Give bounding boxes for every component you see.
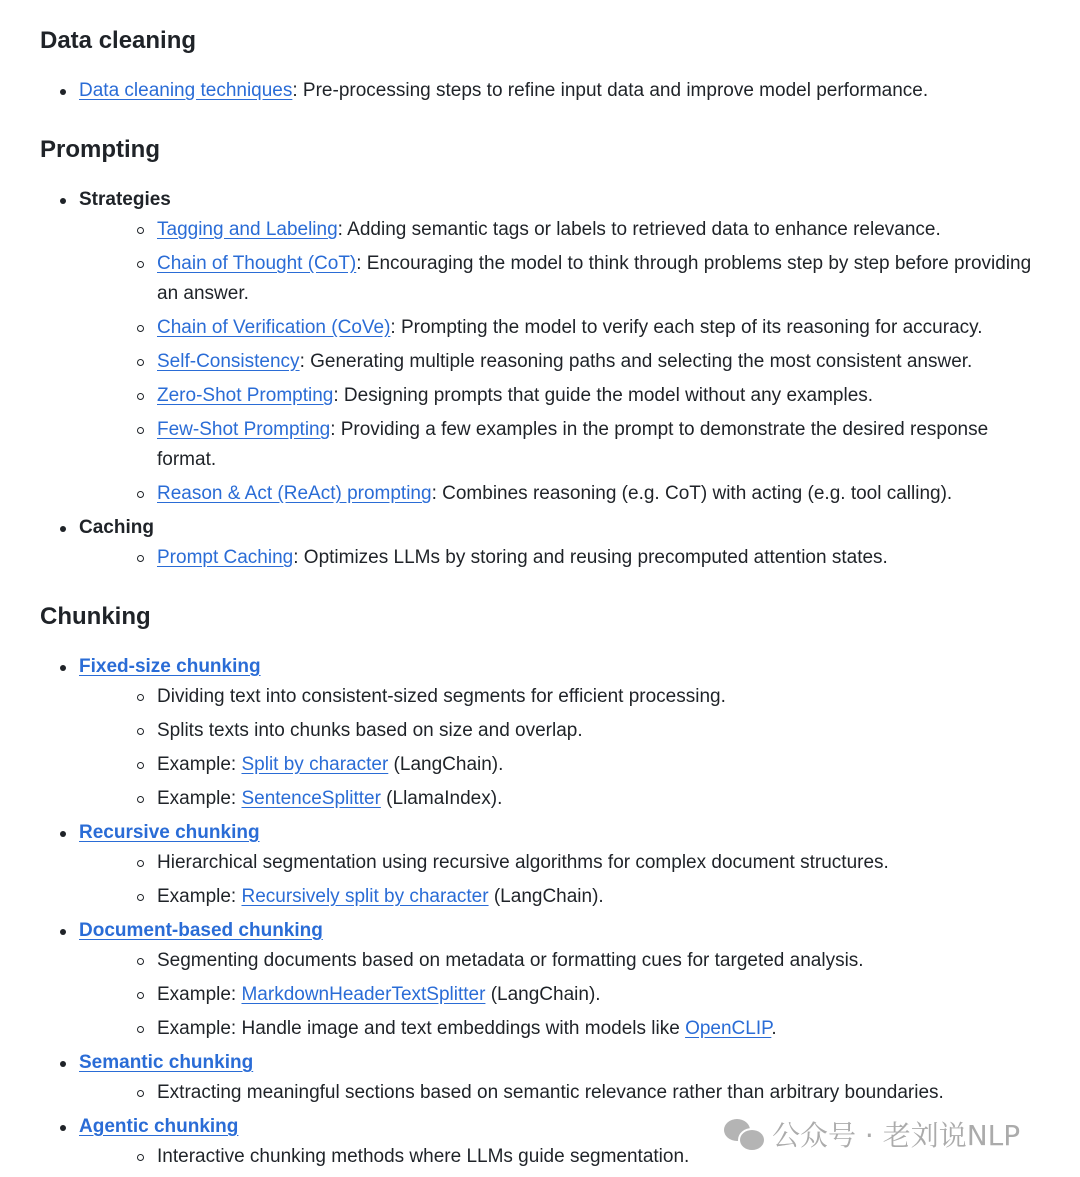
sub-list: [118, 682, 1045, 814]
link-semantic-chunking[interactable]: Semantic chunking: [79, 1052, 254, 1073]
sub-list-item: [79, 313, 1045, 343]
link-agentic-chunking[interactable]: Agentic chunking: [79, 1116, 239, 1137]
list-item: [40, 1048, 1045, 1108]
sub-list-item: [79, 750, 1045, 780]
sub-list-item: [79, 848, 1045, 878]
list-item: [40, 76, 1045, 106]
link-recursive-chunking[interactable]: Recursive chunking: [79, 822, 260, 843]
link-openclip[interactable]: OpenCLIP: [685, 1018, 772, 1039]
link-zero-shot-prompting[interactable]: Zero-Shot Prompting: [157, 385, 334, 406]
section-list: [40, 185, 1045, 573]
item-text: : Prompting the model to verify each step of its reasoning for accuracy.: [390, 317, 983, 338]
item-text: Example:: [157, 788, 242, 809]
item-text: : Combines reasoning (e.g. CoT) with acting (e.g. tool calling).: [431, 483, 953, 504]
sub-list-item: [79, 381, 1045, 411]
link-chain-of-verification-cove[interactable]: Chain of Verification (CoVe): [157, 317, 391, 338]
item-heading: Caching: [79, 517, 154, 538]
section-list: [40, 76, 1045, 106]
sub-list-item: [79, 1078, 1045, 1108]
item-text: (LangChain).: [485, 984, 601, 1005]
sub-list-item: [79, 1014, 1045, 1044]
wechat-icon: [724, 1117, 764, 1151]
link-recursively-split-by-character[interactable]: Recursively split by character: [241, 886, 489, 907]
item-text: Dividing text into consistent-sized segments for efficient processing.: [157, 686, 726, 707]
sub-list-item: [79, 716, 1045, 746]
sub-list: [118, 1078, 1045, 1108]
item-text: : Providing a few examples in the prompt to demonstrate the desired response format.: [157, 419, 989, 470]
sub-list-item: [79, 479, 1045, 509]
item-text: Extracting meaningful sections based on semantic relevance rather than arbitrary boundaries.: [157, 1082, 944, 1103]
sub-list: [118, 848, 1045, 912]
link-sentencesplitter[interactable]: SentenceSplitter: [241, 788, 381, 809]
sub-list-item: [79, 347, 1045, 377]
list-item: [40, 818, 1045, 912]
list-item: [40, 513, 1045, 573]
sub-list-item: [79, 415, 1045, 475]
item-text: (LangChain).: [488, 886, 604, 907]
sub-list: [118, 543, 1045, 573]
sub-list-item: [79, 980, 1045, 1010]
sub-list-item: [79, 215, 1045, 245]
sub-list-item: [79, 249, 1045, 309]
watermark-text: 公众号 · 老刘说NLP: [772, 1119, 1021, 1152]
item-text: Hierarchical segmentation using recursive algorithms for complex document structures.: [157, 852, 889, 873]
link-fixed-size-chunking[interactable]: Fixed-size chunking: [79, 656, 261, 677]
link-markdownheadertextsplitter[interactable]: MarkdownHeaderTextSplitter: [241, 984, 486, 1005]
sub-list-item: [79, 543, 1045, 573]
item-heading: Strategies: [79, 189, 171, 210]
item-text: Example:: [157, 754, 242, 775]
watermark: [724, 1114, 1020, 1154]
item-text: : Encouraging the model to think through problems step by step before providing an answer.: [157, 253, 1032, 304]
link-reason-act-react-prompting[interactable]: Reason & Act (ReAct) prompting: [157, 483, 432, 504]
section-list: [40, 652, 1045, 1172]
sub-list-item: [79, 946, 1045, 976]
list-item: [40, 916, 1045, 1044]
item-text: : Adding semantic tags or labels to retrieved data to enhance relevance.: [337, 219, 941, 240]
list-item: [40, 185, 1045, 509]
section-heading-chunking: Chunking: [40, 603, 151, 630]
item-text: .: [771, 1018, 777, 1039]
item-text: Example:: [157, 984, 242, 1005]
section-heading-data-cleaning: Data cleaning: [40, 27, 197, 54]
sub-list-item: [79, 882, 1045, 912]
item-text: Example:: [157, 886, 242, 907]
item-text: : Generating multiple reasoning paths and selecting the most consistent answer.: [299, 351, 973, 372]
link-split-by-character[interactable]: Split by character: [241, 754, 389, 775]
item-text: : Optimizes LLMs by storing and reusing precomputed attention states.: [293, 547, 888, 568]
item-text: Splits texts into chunks based on size and overlap.: [157, 720, 583, 741]
link-self-consistency[interactable]: Self-Consistency: [157, 351, 300, 372]
item-text: (LangChain).: [388, 754, 504, 775]
link-prompt-caching[interactable]: Prompt Caching: [157, 547, 294, 568]
item-text: Interactive chunking methods where LLMs guide segmentation.: [157, 1146, 690, 1167]
sub-list: [118, 946, 1045, 1044]
section-heading-prompting: Prompting: [40, 136, 160, 163]
sub-list-item: [79, 682, 1045, 712]
link-few-shot-prompting[interactable]: Few-Shot Prompting: [157, 419, 331, 440]
item-text: (LlamaIndex).: [380, 788, 503, 809]
item-text: Segmenting documents based on metadata or formatting cues for targeted analysis.: [157, 950, 864, 971]
link-chain-of-thought-cot[interactable]: Chain of Thought (CoT): [157, 253, 357, 274]
item-text: : Pre-processing steps to refine input data and improve model performance.: [292, 80, 929, 101]
link-tagging-and-labeling[interactable]: Tagging and Labeling: [157, 219, 338, 240]
item-text: : Designing prompts that guide the model without any examples.: [333, 385, 874, 406]
link-data-cleaning-techniques[interactable]: Data cleaning techniques: [79, 80, 293, 101]
sub-list: [118, 215, 1045, 509]
link-document-based-chunking[interactable]: Document-based chunking: [79, 920, 323, 941]
list-item: [40, 652, 1045, 814]
item-text: Example: Handle image and text embeddings with models like: [157, 1018, 686, 1039]
sub-list-item: [79, 784, 1045, 814]
